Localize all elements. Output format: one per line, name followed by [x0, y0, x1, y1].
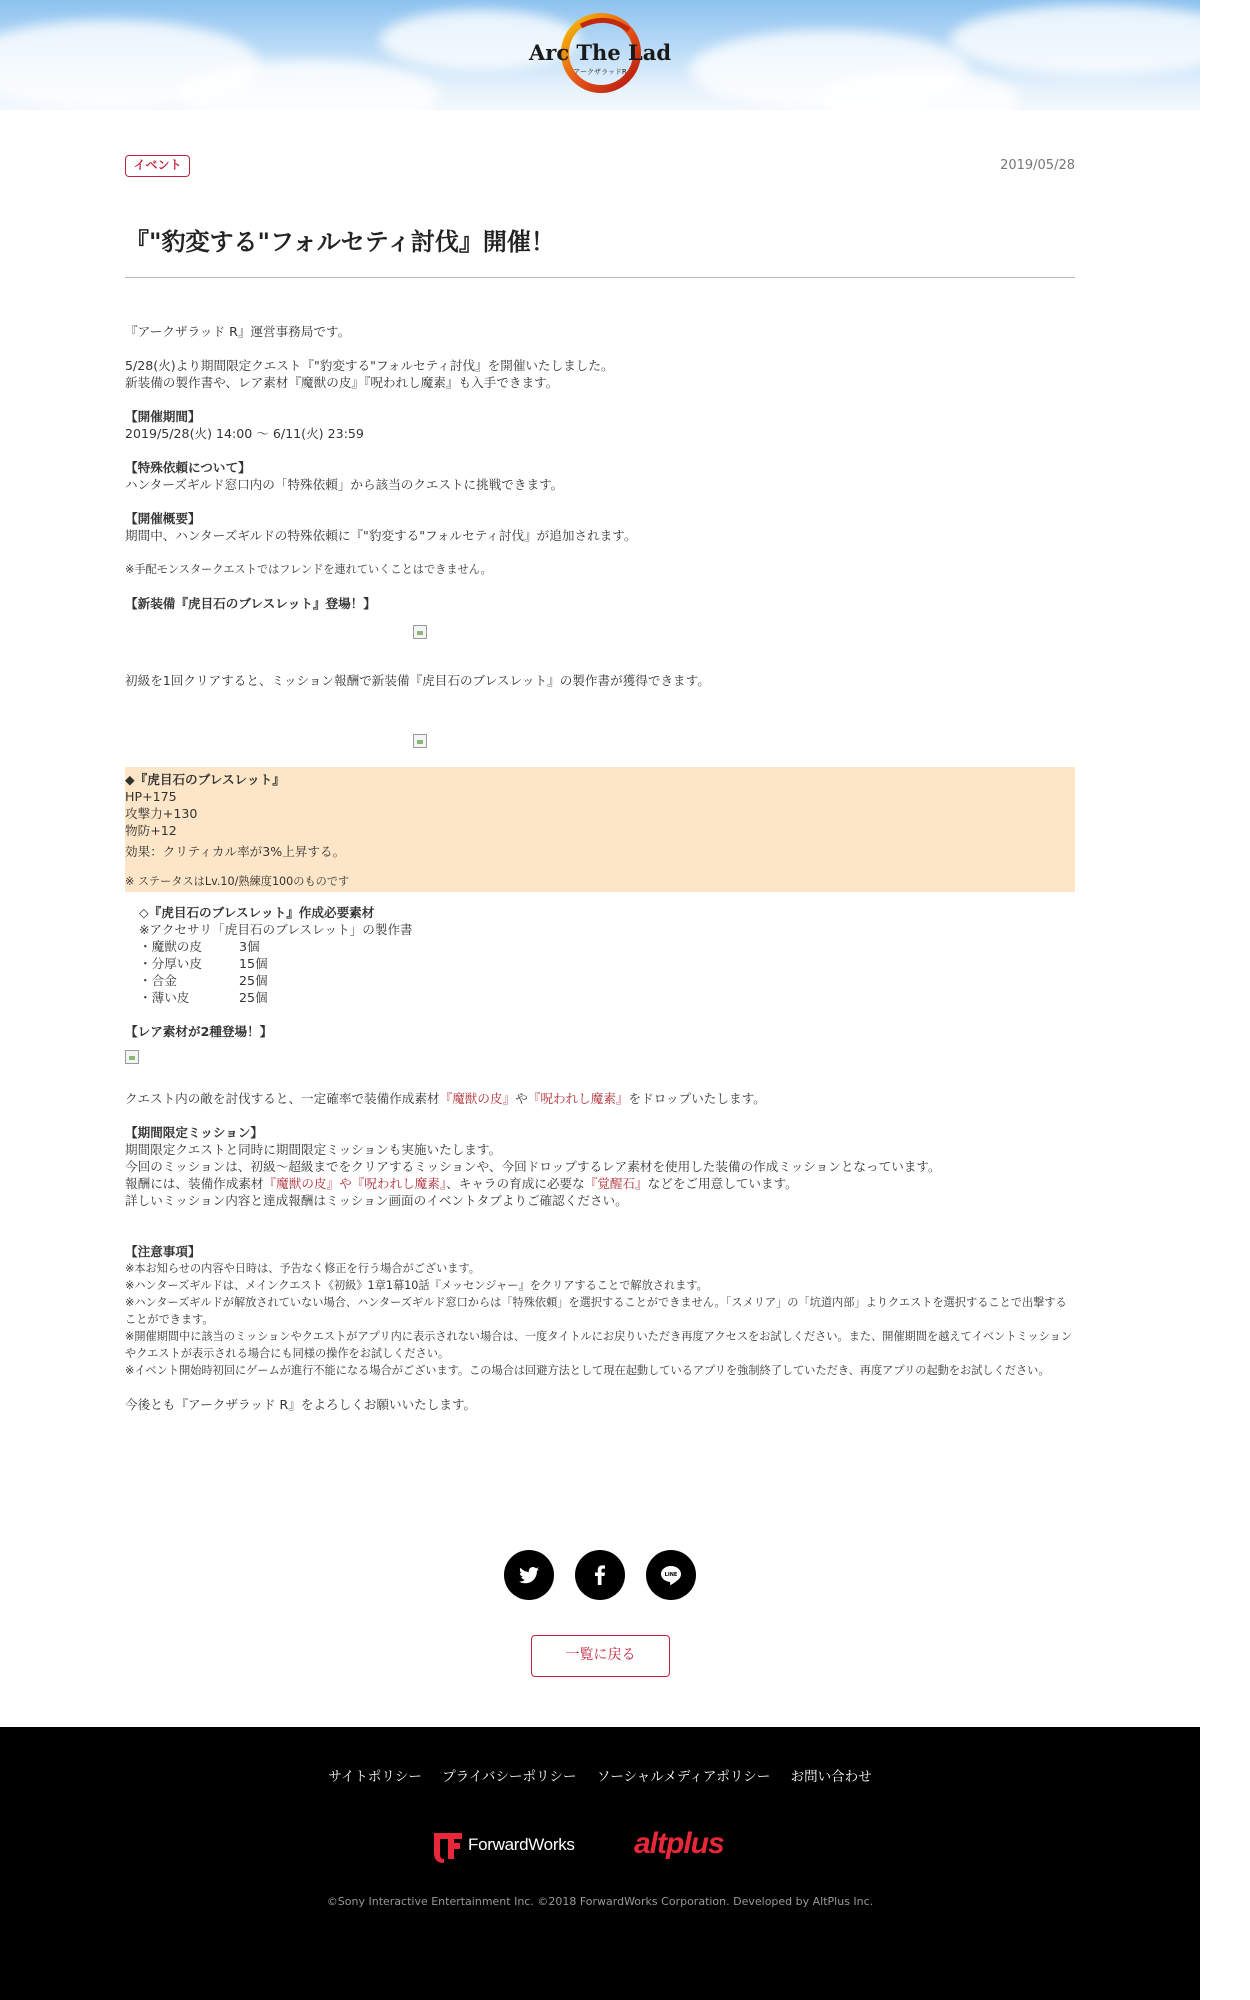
title-divider	[125, 277, 1075, 278]
closing-text: 今後とも『アークザラッド R』をよろしくお願いいたします。	[125, 1397, 477, 1412]
paragraph-line: 詳しいミッション内容と達成報酬はミッション画面のイベントタブよりご確認ください。	[125, 1193, 628, 1208]
paragraph-line: 期間限定クエストと同時に期間限定ミッションも実施いたします。	[125, 1142, 502, 1157]
material-item: ・薄い皮 25個	[139, 990, 268, 1005]
forwardworks-mark-icon	[432, 1829, 464, 1863]
material-item: ・分厚い皮 15個	[139, 956, 268, 971]
svg-text:アークザラッドR: アークザラッドR	[573, 68, 627, 76]
note-item: ※イベント開始時初回にゲームが進行不能になる場合がございます。この場合は回避方法として現在起動しているアプリを強制終了していただき、再度アプリの起動をお試しください。	[125, 1364, 1050, 1377]
section-heading: 【レア素材が2種登場！】	[125, 1024, 273, 1039]
section-heading: 【新装備『虎目石のブレスレット』登場！】	[125, 596, 376, 611]
intro-text: 『アークザラッド R』運営事務局です。	[125, 324, 351, 339]
copyright: ©Sony Interactive Entertainment Inc. ©2018 ForwardWorks Corporation. Developed by AltPlus Inc.	[326, 1895, 874, 1908]
footer-link-site-policy[interactable]: サイトポリシー	[328, 1769, 422, 1785]
svg-text:Arc The Lad: Arc The Lad	[528, 40, 672, 65]
arc-the-lad-logo[interactable]	[528, 8, 672, 98]
stat-atk: 攻撃力+130	[125, 806, 198, 821]
article-body	[125, 323, 1075, 1413]
note-item: ※開催期間中に該当のミッションやクエストがアプリ内に表示されない場合は、一度タイトルにお戻りいただき再度アクセスをお試しください。また、開催期間を越えてイベントミッションやクエストが表示される場合にも同様の操作をお試しください。	[125, 1330, 1073, 1360]
broken-image-icon	[413, 734, 427, 748]
footer-link-privacy-policy[interactable]: プライバシーポリシー	[442, 1769, 577, 1785]
equipment-image	[125, 689, 1075, 767]
period-text: 2019/5/28(火) 14:00 〜 6/11(火) 23:59	[125, 426, 364, 441]
rare-material-image	[125, 1040, 1075, 1090]
page-title: 『"豹変する"フォルセティ討伐』開催！	[125, 228, 555, 256]
paragraph-line: 5/28(火)より期間限定クエスト『"豹変する"フォルセティ討伐』を開催いたしました。	[125, 358, 614, 373]
category-badge: イベント	[125, 155, 190, 177]
facebook-share-button[interactable]	[575, 1550, 625, 1600]
stat-def: 物防+12	[125, 823, 177, 838]
material-item: ・魔獣の皮 3個	[139, 939, 260, 954]
paragraph-line: 新装備の製作書や、レア素材『魔獣の皮』『呪われし魔素』も入手できます。	[125, 375, 559, 390]
paragraph-line: ハンターズギルド窓口内の「特殊依頼」から該当のクエストに挑戦できます。	[125, 477, 564, 492]
stat-effect: 効果：クリティカル率が3%上昇する。	[125, 844, 346, 859]
share-buttons	[504, 1550, 696, 1600]
paragraph-line: 報酬には、装備作成素材『魔獣の皮』や『呪われし魔素』、キャラの育成に必要な『覚醒石』などをご用意しています。	[125, 1176, 798, 1191]
footer	[0, 1727, 1200, 2000]
paragraph-line: クエスト内の敵を討伐すると、一定確率で装備作成素材『魔獣の皮』や『呪われし魔素』をドロップいたします。	[125, 1091, 766, 1106]
materials-heading: ◇『虎目石のブレスレット』作成必要素材	[139, 905, 375, 920]
broken-image-icon	[413, 625, 427, 639]
footer-links	[0, 1765, 1200, 1785]
twitter-share-button[interactable]	[504, 1550, 554, 1600]
paragraph-line: 期間中、ハンターズギルドの特殊依頼に『"豹変する"フォルセティ討伐』が追加されます。	[125, 528, 637, 543]
section-heading: 【注意事項】	[125, 1244, 201, 1259]
forwardworks-logo[interactable]: ForwardWorks	[432, 1829, 592, 1863]
materials-recipe: ※アクセサリ「虎目石のブレスレット」の製作書	[139, 922, 413, 937]
header-banner	[0, 0, 1200, 110]
section-heading: 【開催期間】	[125, 409, 201, 424]
note-item: ※ハンターズギルドは、メインクエスト《初級》1章1幕10話『メッセンジャー』をクリアすることで解放されます。	[125, 1279, 708, 1292]
section-heading: 【特殊依頼について】	[125, 460, 251, 475]
svg-text:LINE: LINE	[664, 1572, 678, 1579]
line-share-button[interactable]	[646, 1550, 696, 1600]
note-item: ※ハンターズギルドが解放されていない場合、ハンターズギルド窓口からは「特殊依頼」を選択することができません。「スメリア」の「坑道内部」よりクエストを選択することで出撃することができます。	[125, 1296, 1067, 1326]
paragraph-line: 今回のミッションは、初級〜超級までをクリアするミッションや、今回ドロップするレア素材を使用した装備の作成ミッションとなっています。	[125, 1159, 941, 1174]
twitter-icon	[517, 1563, 541, 1587]
footer-link-social-media-policy[interactable]: ソーシャルメディアポリシー	[596, 1769, 771, 1785]
equipment-image	[125, 612, 1075, 672]
back-to-list-button[interactable]: 一覧に戻る	[531, 1635, 670, 1677]
post-date: 2019/05/28	[1000, 158, 1075, 173]
section-heading: 【開催概要】	[125, 511, 201, 526]
equipment-stats-box	[125, 767, 1075, 892]
paragraph-line: 初級を1回クリアすると、ミッション報酬で新装備『虎目石のブレスレット』の製作書が獲得できます。	[125, 673, 710, 688]
section-heading: 【期間限定ミッション】	[125, 1125, 264, 1140]
note-item: ※本お知らせの内容や日時は、予告なく修正を行う場合がございます。	[125, 1262, 480, 1275]
notes-section	[125, 1243, 1075, 1379]
broken-image-icon	[125, 1050, 139, 1064]
footer-link-contact[interactable]: お問い合わせ	[790, 1769, 872, 1785]
stat-name: ◆『虎目石のブレスレット』	[125, 772, 285, 787]
line-icon	[659, 1563, 683, 1587]
stat-hp: HP+175	[125, 789, 177, 804]
facebook-icon	[588, 1563, 612, 1587]
altplus-logo[interactable]: altplus	[634, 1827, 724, 1860]
materials-list	[125, 904, 1075, 1006]
material-item: ・合金 25個	[139, 973, 268, 988]
stat-note: ※ ステータスはLv.10/熟練度100のものです	[125, 875, 350, 888]
note-text: ※手配モンスタークエストではフレンドを連れていくことはできません。	[125, 563, 492, 576]
